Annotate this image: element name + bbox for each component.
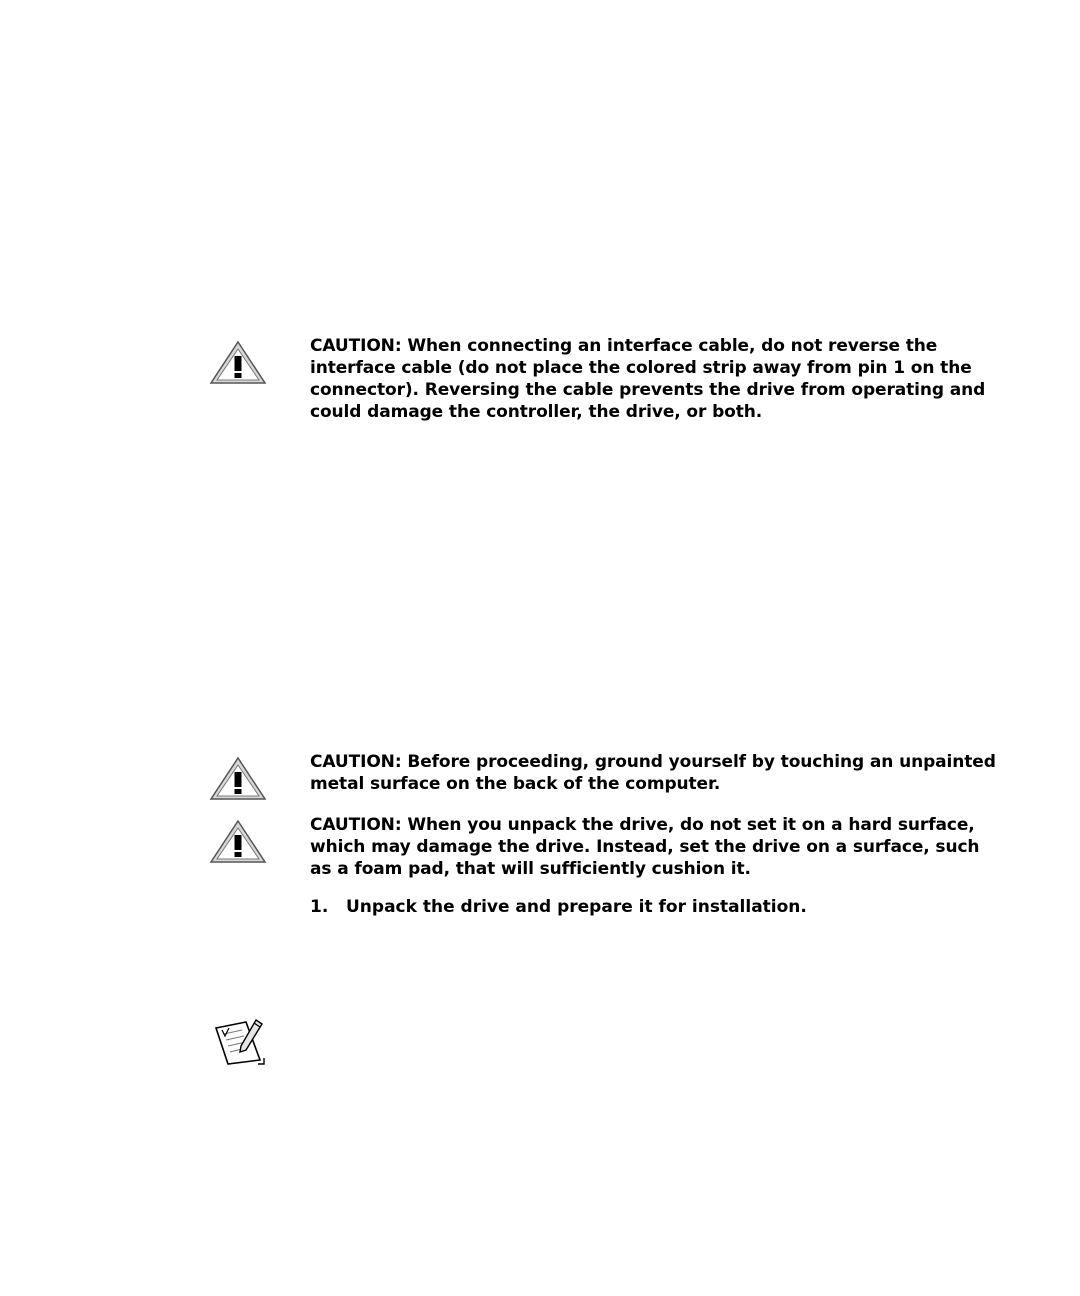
- step-text: Unpack the drive and prepare it for installation.: [346, 897, 807, 917]
- step-number: 1.: [310, 897, 329, 917]
- caution-triangle-icon: [208, 338, 268, 386]
- list-item: [310, 896, 1000, 918]
- note-pencil-icon: [212, 1018, 268, 1066]
- caution-text: CAUTION: When connecting an interface cable, do not reverse the interface cable (do not place the colored strip away from pin 1 on the connector). Reversing the cable prevents the drive from operating and could damage the controller, the drive, or both.: [310, 336, 986, 422]
- caution-text: CAUTION: Before proceeding, ground yourself by touching an unpainted metal surface on the back of the computer.: [310, 752, 996, 794]
- caution-text: CAUTION: When you unpack the drive, do not set it on a hard surface, which may damage the drive. Instead, set the drive on a surface, such as a foam pad, that will sufficiently cushion it.: [310, 815, 980, 879]
- caution-triangle-icon: [208, 754, 268, 802]
- caution-triangle-icon: [208, 817, 268, 865]
